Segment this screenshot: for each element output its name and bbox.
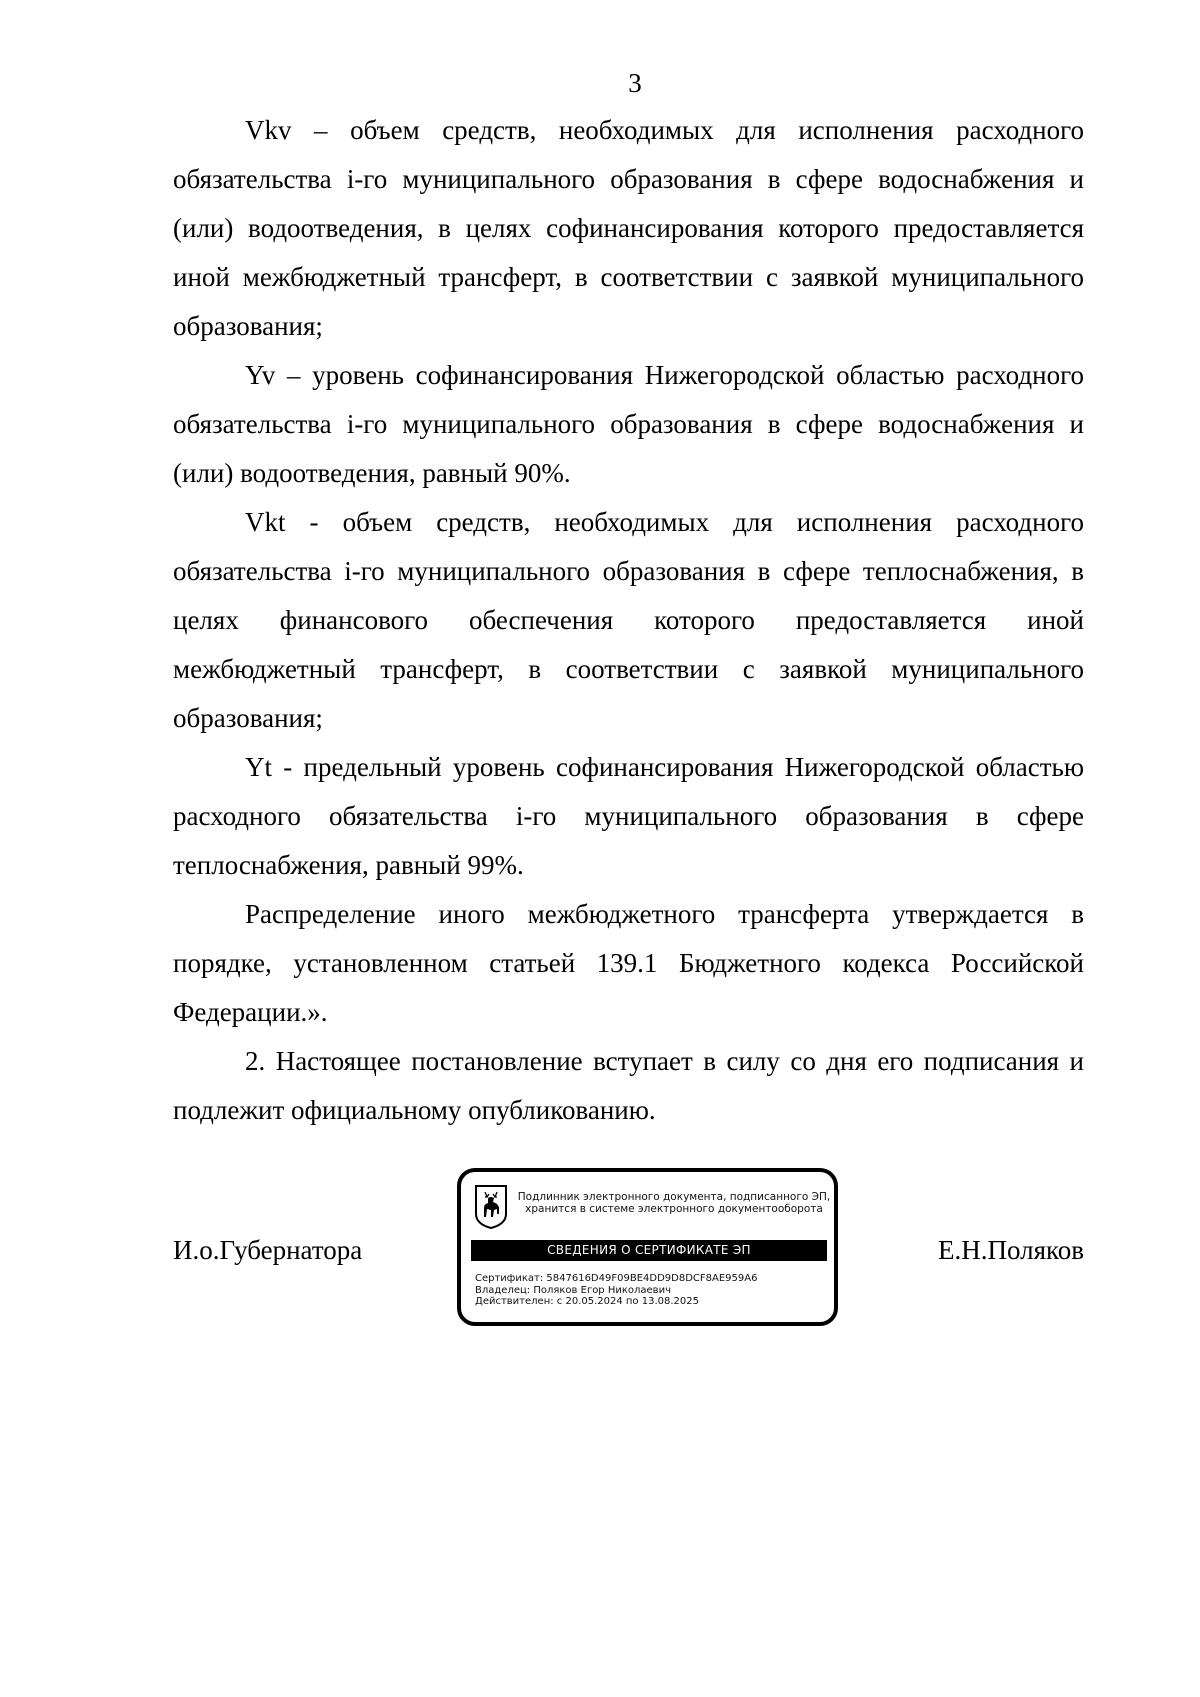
stamp-certificate-number: Сертификат: 5847616D49F09BE4DD9D8DCF8AE959A6 (475, 1273, 758, 1284)
paragraph-distribution: Распределение иного межбюджетного трансферта утверждается в порядке, установленном статьей 139.1 Бюджетного кодекса Российской Федерации.». (173, 899, 1084, 1027)
stamp-header-line: Подлинник электронного документа, подписанного ЭП, (517, 1191, 831, 1203)
paragraph-yv-definition: Yv – уровень софинансирования Нижегородской областью расходного обязательства i-го муниципального образования в сфере водоснабжения и (или) водоотведения, равный 90%. (173, 360, 1084, 488)
signature-block (173, 1168, 1084, 1338)
paragraph-entry-into-force: 2. Настоящее постановление вступает в силу со дня его подписания и подлежит официальному опубликованию. (173, 1046, 1084, 1125)
electronic-signature-stamp (457, 1168, 838, 1326)
stamp-certificate-title: СВЕДЕНИЯ О СЕРТИФИКАТЕ ЭП (471, 1240, 827, 1261)
page-number: 3 (628, 68, 642, 98)
signer-name: Е.Н.Поляков (937, 1235, 1084, 1265)
paragraph-yt-definition: Yt - предельный уровень софинансирования Нижегородской областью расходного обязательства i-го муниципального образования в сфере теплоснабжения, равный 99%. (173, 752, 1084, 880)
stamp-certificate-owner: Владелец: Поляков Егор Николаевич (475, 1284, 671, 1296)
stamp-certificate-details (475, 1273, 827, 1308)
paragraph-vkt-definition: Vkt - объем средств, необходимых для исполнения расходного обязательства i-го муниципального образования в сфере теплоснабжения, в целях финансового обеспечения которого предоставляется иной межбюджетный трансферт, в соответствии с заявкой муниципального образования; (173, 507, 1084, 733)
stamp-header-line: хранится в системе электронного документооборота (525, 1203, 823, 1215)
stamp-certificate-validity: Действителен: с 20.05.2024 по 13.08.2025 (475, 1296, 699, 1307)
deer-coat-of-arms-icon (473, 1184, 509, 1230)
signer-position: И.о.Губернатора (173, 1235, 363, 1265)
stamp-header (513, 1191, 835, 1215)
document-body (173, 106, 1084, 1135)
paragraph-vkv-definition: Vkv – объем средств, необходимых для исполнения расходного обязательства i-го муниципального образования в сфере водоснабжения и (или) водоотведения, в целях софинансирования которого предоставляется иной межбюджетный трансферт, в соответствии с заявкой муниципального образования; (173, 115, 1084, 341)
